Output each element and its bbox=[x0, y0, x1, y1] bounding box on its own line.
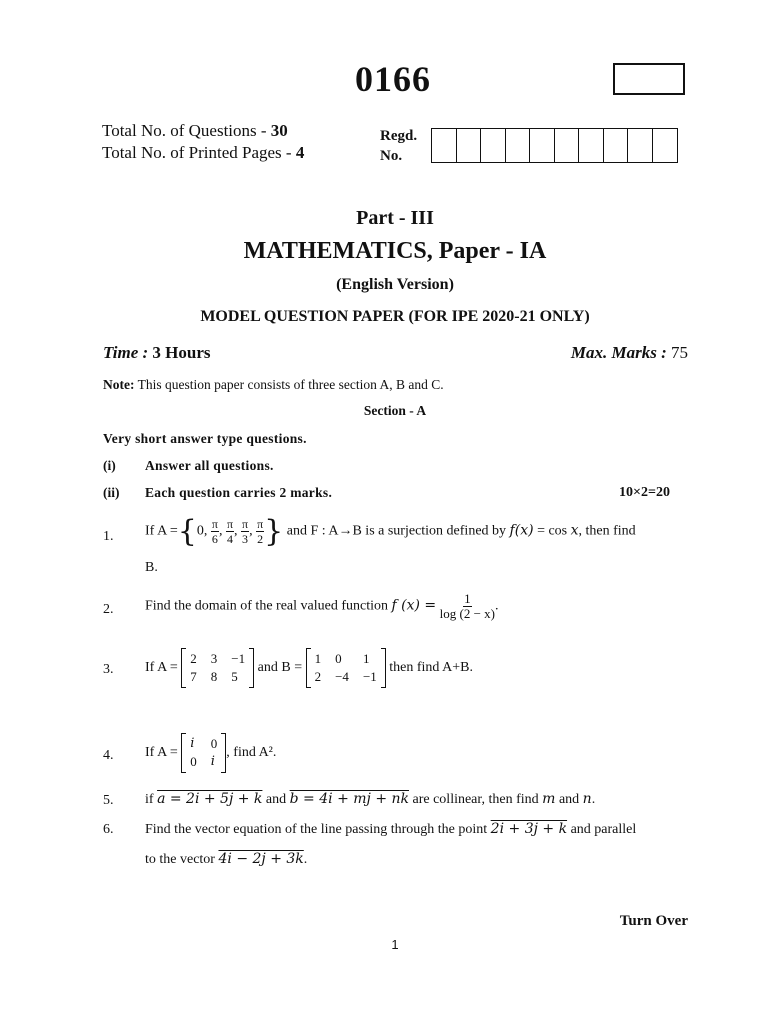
matrix-cell: i bbox=[190, 736, 195, 751]
fraction bbox=[440, 592, 495, 621]
fraction bbox=[256, 517, 264, 546]
regd-digit-box[interactable] bbox=[555, 129, 580, 162]
q5-vector-a: a = 2i + 5j + k bbox=[157, 791, 263, 807]
matrix-bracket-right bbox=[381, 648, 386, 688]
q4-end: , find A². bbox=[226, 745, 277, 761]
regd-digit-box[interactable] bbox=[604, 129, 629, 162]
regd-digit-box[interactable] bbox=[432, 129, 457, 162]
note-text: This question paper consists of three section A, B and C. bbox=[137, 377, 444, 392]
q5-if: if bbox=[145, 792, 154, 807]
right-brace: } bbox=[264, 514, 284, 549]
q2-end: . bbox=[495, 598, 499, 614]
question-6-line2 bbox=[145, 851, 690, 868]
frac-den: 6 bbox=[211, 532, 218, 546]
q1-set-zero: 0, bbox=[196, 523, 208, 539]
matrix-cell: 2 bbox=[314, 669, 322, 684]
matrix-cell: 0 bbox=[210, 736, 218, 751]
q6-point: 2i + 3j + k bbox=[490, 821, 568, 837]
question-number: 3. bbox=[103, 662, 114, 677]
matrix-cell: 5 bbox=[231, 669, 238, 684]
note-label: Note: bbox=[103, 377, 135, 392]
q6-text: Find the vector equation of the line passing through the point bbox=[145, 822, 488, 837]
matrix-cells bbox=[186, 736, 221, 770]
regd-label-line1: Regd. bbox=[380, 128, 418, 144]
frac-num: 1 bbox=[464, 591, 471, 606]
q3-if: If bbox=[145, 660, 155, 676]
question-type: Very short answer type questions. bbox=[103, 431, 307, 446]
q6-end2: . bbox=[303, 852, 308, 867]
regd-digit-box[interactable] bbox=[530, 129, 555, 162]
question-4 bbox=[145, 733, 690, 773]
question-number: 4. bbox=[103, 748, 114, 763]
matrix-cell: i bbox=[210, 754, 215, 769]
q4-a-lhs: A = bbox=[157, 745, 178, 761]
total-pages bbox=[102, 142, 304, 164]
totals-block bbox=[102, 120, 304, 164]
page-number: 1 bbox=[391, 937, 399, 952]
q5-end: . bbox=[591, 792, 596, 807]
matrix-cells bbox=[186, 651, 249, 685]
q2-text: Find the domain of the real valued function bbox=[145, 598, 388, 614]
matrix-a bbox=[181, 648, 254, 688]
matrix-cell: 8 bbox=[210, 669, 218, 684]
frac-den: 4 bbox=[226, 532, 233, 546]
q1-text-end: , then find bbox=[578, 523, 636, 539]
total-pages-value: 4 bbox=[295, 143, 305, 162]
q6-line2: to the vector bbox=[145, 852, 215, 867]
question-1: If A ={0, $\frac{\pi}{6}$ , $\frac{\pi}{4}$ , $\frac{\pi}{3}$ , $\frac{\pi}{2}$ } and F : A→B is a surjection defined by f(x) = cos x, then find bbox=[145, 514, 636, 549]
q6-vector: 4i − 2j + 3k bbox=[218, 851, 304, 867]
subject-title: MATHEMATICS, Paper - IA bbox=[243, 238, 547, 264]
total-questions-label: Total No. of Questions - bbox=[102, 121, 271, 140]
matrix-bracket-right bbox=[249, 648, 254, 688]
fraction bbox=[226, 517, 234, 546]
q1-if: If bbox=[145, 523, 155, 539]
total-questions-value: 30 bbox=[270, 121, 288, 140]
regd-digit-box[interactable] bbox=[506, 129, 531, 162]
q1-fx: f(x) bbox=[509, 522, 534, 539]
regd-number-boxes[interactable] bbox=[431, 128, 678, 163]
total-questions bbox=[102, 120, 304, 142]
matrix-cell: 0 bbox=[335, 651, 342, 666]
question-5 bbox=[145, 791, 690, 808]
q1-var: x bbox=[570, 522, 579, 539]
regd-digit-box[interactable] bbox=[653, 129, 678, 162]
marks-value: 75 bbox=[671, 343, 688, 362]
q5-text: are collinear, then find bbox=[412, 792, 539, 807]
matrix-cell: −1 bbox=[231, 651, 246, 666]
q2-fx: f (x) = bbox=[391, 597, 437, 614]
matrix-cell: 1 bbox=[362, 651, 370, 666]
marks-label: Max. Marks : bbox=[570, 343, 667, 362]
matrix-a bbox=[181, 733, 226, 773]
matrix-cell: 3 bbox=[210, 651, 218, 666]
regd-digit-box[interactable] bbox=[481, 129, 506, 162]
matrix-cell: 1 bbox=[314, 651, 322, 666]
frac-num: π bbox=[226, 517, 234, 531]
question-number: 5. bbox=[103, 793, 114, 808]
regd-digit-box[interactable] bbox=[628, 129, 653, 162]
frac-num: π bbox=[242, 517, 249, 531]
matrix-cell: 7 bbox=[190, 669, 197, 684]
q6-end: and parallel bbox=[570, 822, 637, 837]
section-scoring: 10×2=20 bbox=[619, 485, 670, 500]
max-marks-info bbox=[571, 343, 688, 363]
time-info bbox=[103, 343, 211, 363]
question-number: 1. bbox=[103, 529, 114, 544]
regd-label bbox=[380, 126, 417, 166]
question-3 bbox=[145, 648, 690, 688]
q3-a-lhs: A = bbox=[157, 660, 178, 676]
fraction bbox=[211, 517, 219, 546]
question-number: 2. bbox=[103, 602, 114, 617]
question-1-line2: B. bbox=[145, 560, 158, 575]
paper-code: 0166 bbox=[355, 59, 431, 99]
matrix-cells bbox=[311, 651, 381, 685]
q5-and: and bbox=[265, 792, 287, 807]
q1-text-2: = cos bbox=[537, 523, 568, 539]
q3-b-lhs: B = bbox=[281, 660, 303, 676]
regd-digit-box[interactable] bbox=[457, 129, 482, 162]
code-box bbox=[613, 63, 685, 95]
frac-den: log (2 − x) bbox=[439, 606, 495, 621]
matrix-cell: −1 bbox=[362, 669, 377, 684]
frac-den: 3 bbox=[242, 532, 249, 546]
q4-if: If bbox=[145, 745, 155, 761]
question-6 bbox=[145, 821, 690, 838]
q5-n: n bbox=[582, 791, 592, 807]
frac-num: π bbox=[257, 517, 264, 531]
q1-set-lhs: A = bbox=[157, 523, 178, 539]
section-title: Section - A bbox=[363, 403, 427, 418]
model-paper-label: MODEL QUESTION PAPER (FOR IPE 2020-21 ONLY) bbox=[200, 308, 590, 325]
part-title: Part - III bbox=[356, 207, 434, 229]
q1-text: and F : A→B is a surjection defined by bbox=[286, 523, 507, 539]
time-value: 3 Hours bbox=[152, 343, 211, 362]
matrix-cell: 0 bbox=[190, 754, 197, 769]
q5-m: m bbox=[542, 791, 556, 807]
instruction-text: Answer all questions. bbox=[145, 458, 274, 473]
instruction-text: Each question carries 2 marks. bbox=[145, 485, 333, 500]
note bbox=[103, 377, 444, 393]
left-brace: { bbox=[177, 514, 197, 549]
fraction bbox=[241, 517, 249, 546]
turn-over: Turn Over bbox=[619, 913, 688, 929]
matrix-cell: 2 bbox=[190, 651, 197, 666]
matrix-b bbox=[306, 648, 386, 688]
time-label: Time : bbox=[103, 343, 149, 362]
regd-digit-box[interactable] bbox=[579, 129, 604, 162]
q5-and2: and bbox=[558, 792, 580, 807]
total-pages-label: Total No. of Printed Pages - bbox=[102, 143, 296, 162]
q3-end: then find A+B. bbox=[389, 660, 474, 676]
q5-vector-b: b = 4i + mj + nk bbox=[289, 791, 409, 807]
matrix-cell: −4 bbox=[335, 669, 349, 684]
question-2 bbox=[145, 592, 690, 621]
frac-den: 2 bbox=[257, 532, 264, 546]
instruction-number: (ii) bbox=[103, 485, 120, 500]
q3-and: and bbox=[257, 660, 278, 676]
frac-num: π bbox=[211, 517, 218, 531]
instruction-number: (i) bbox=[103, 458, 116, 473]
regd-label-line2: No. bbox=[380, 148, 403, 164]
version-label: (English Version) bbox=[336, 276, 454, 293]
question-number: 6. bbox=[103, 822, 114, 837]
